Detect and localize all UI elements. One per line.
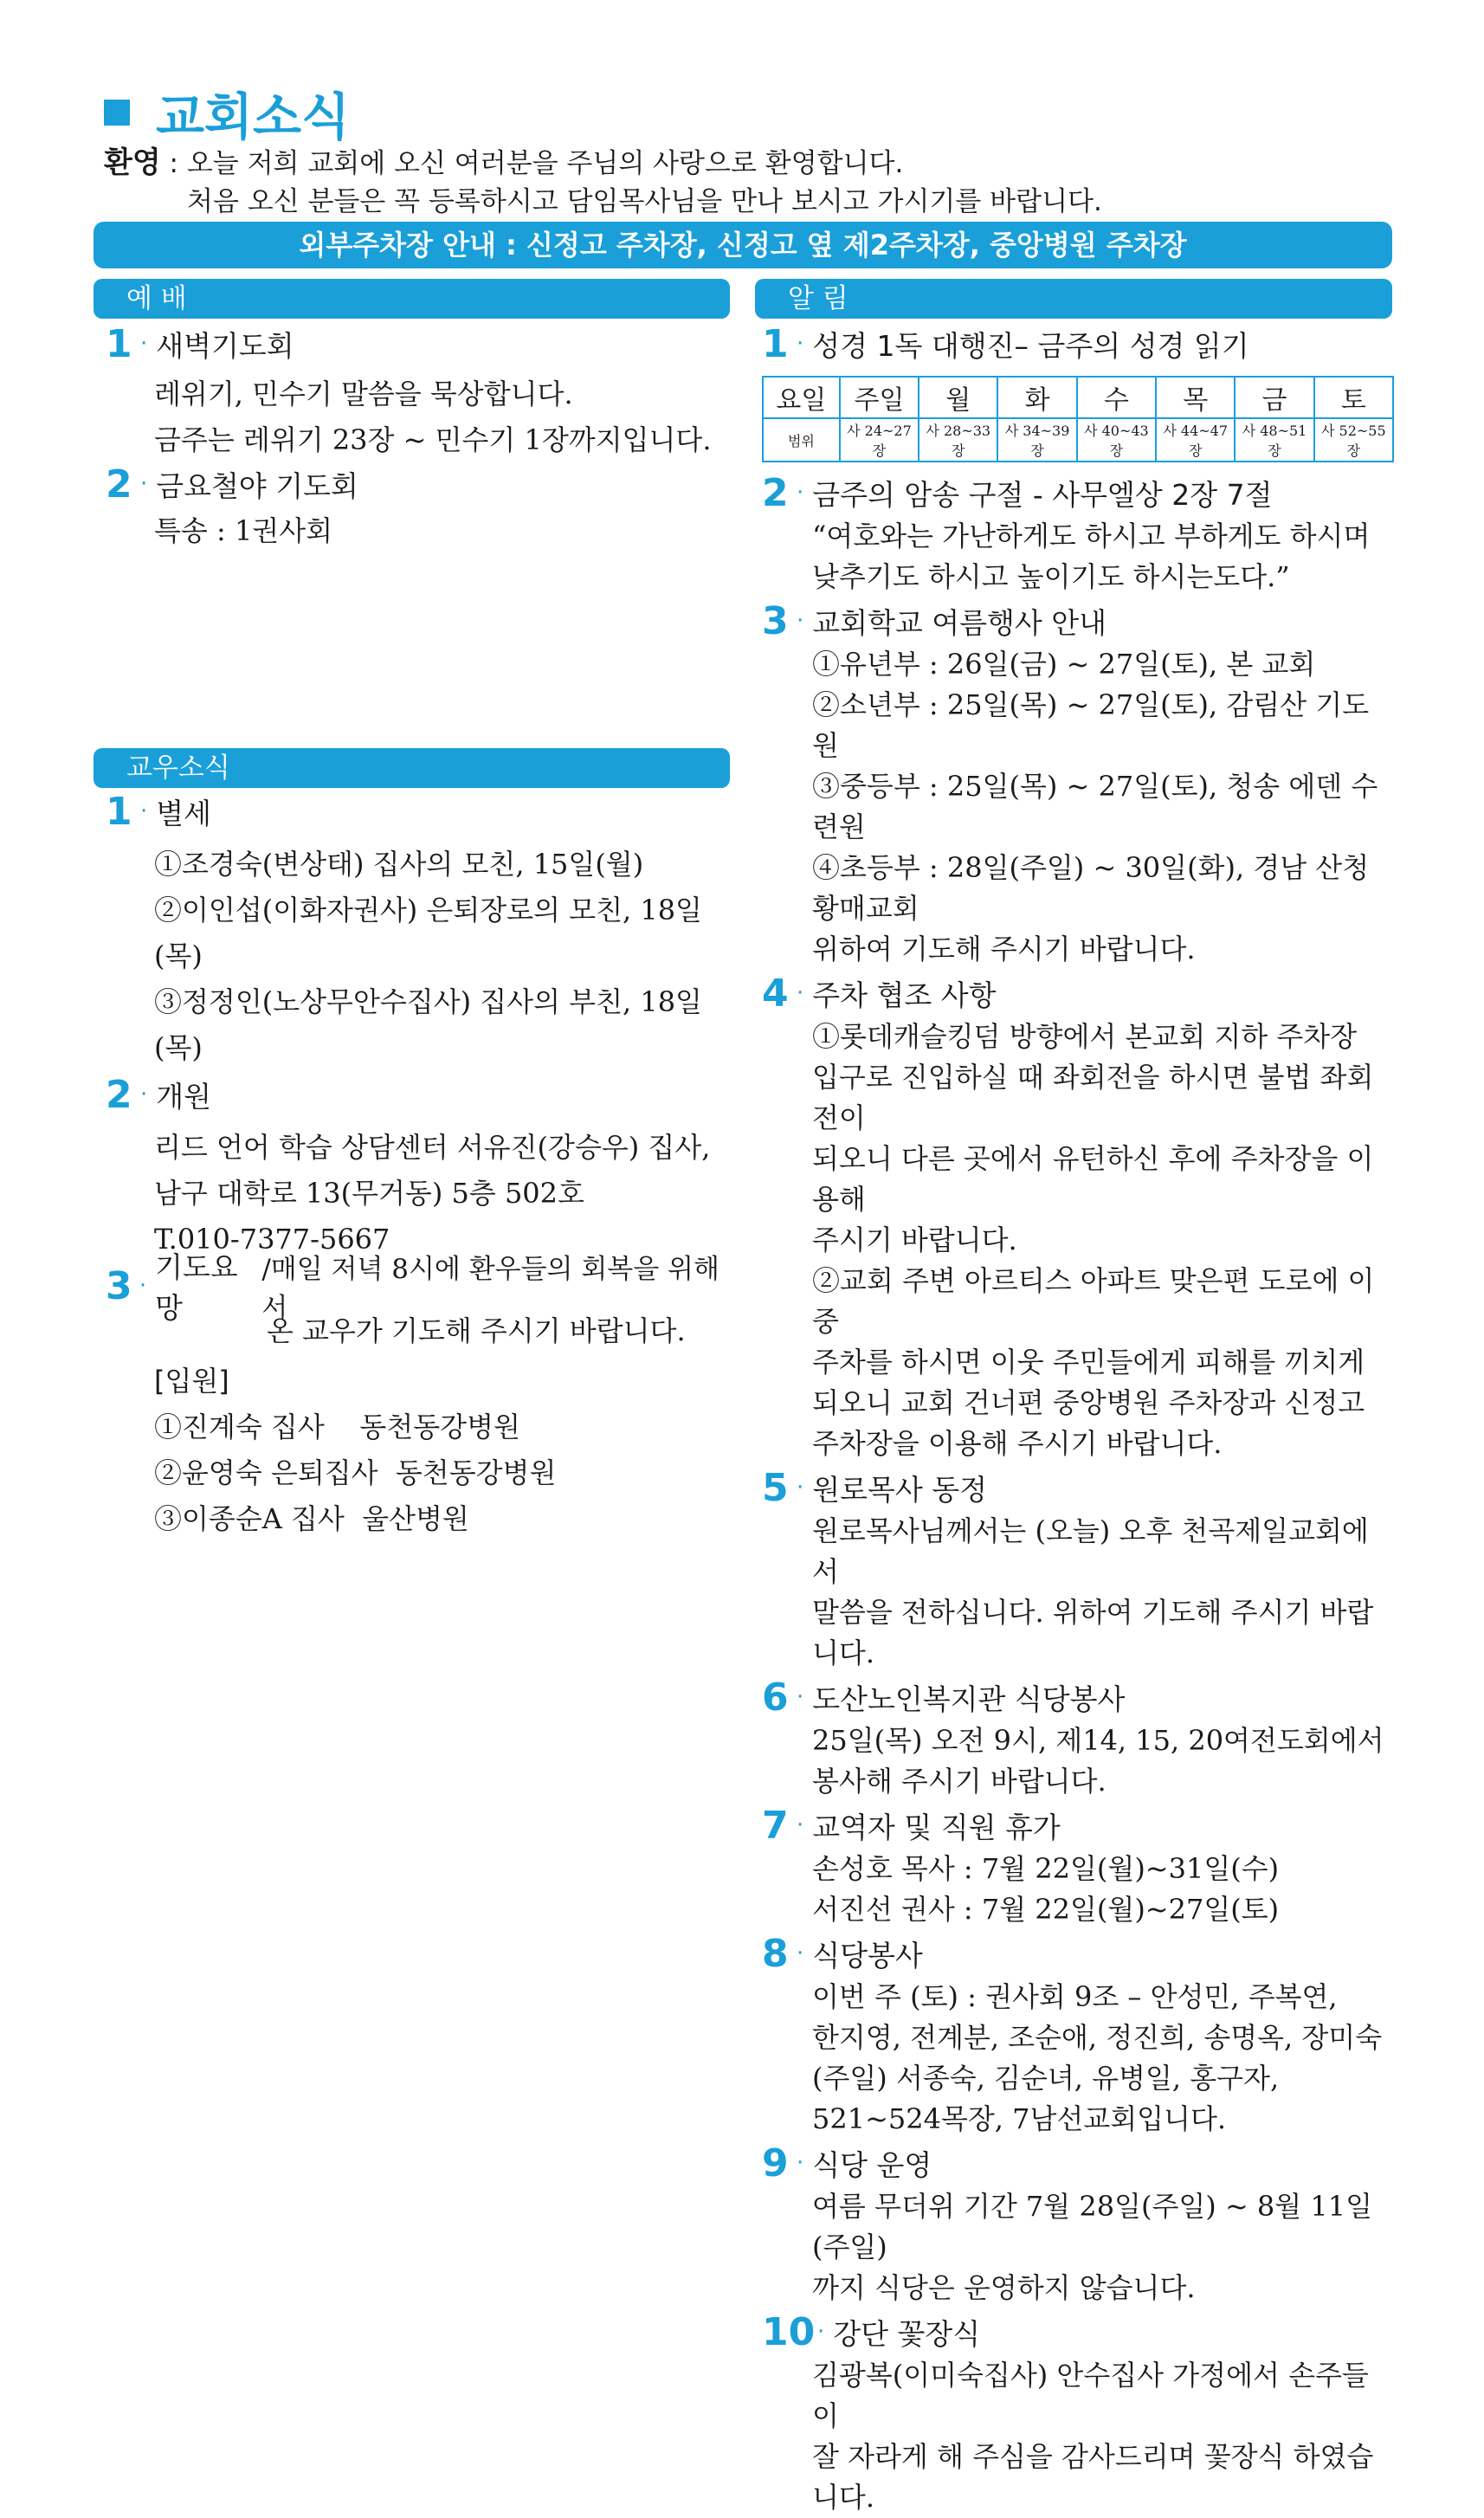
welcome-line-2: 처음 오신 분들은 꼭 등록하시고 담임목사님을 만나 보시고 가시기를 바랍니다. [187, 186, 1102, 217]
text-line: 한지영, 전계분, 조순애, 정진희, 송명옥, 장미숙 [812, 2021, 1383, 2054]
item-title: 금주의 암송 구절 - 사무엘상 2장 7절 [812, 477, 1273, 512]
page-title-text: 교회소식 [156, 87, 351, 146]
worship-item-2-heading [106, 461, 729, 507]
worship-item-2-body [106, 511, 729, 552]
bullet-dot-icon: · [797, 980, 804, 1006]
bullet-dot-icon: · [797, 1475, 804, 1501]
notice-item-heading [762, 1464, 1394, 1511]
text-line: ③정정인(노상무안수집사) 집사의 부친, 18일(목) [154, 985, 702, 1064]
item-number: 9 [762, 2140, 789, 2185]
range-cell: 사 34~39장 [997, 418, 1076, 462]
item-title: 금요철야 기도회 [156, 468, 358, 503]
bible-reading-schedule [762, 376, 1394, 462]
item-number: 10 [762, 2309, 816, 2354]
text-line: 말씀을 전하십니다. 위하여 기도해 주시기 바랍니다. [812, 1596, 1374, 1669]
item-title: 도산노인복지관 식당봉사 [812, 1682, 1126, 1716]
text-line: ③이종순A 집사 울산병원 [154, 1502, 469, 1535]
item-number: 2 [106, 1072, 132, 1117]
notice-item-heading [762, 597, 1394, 644]
text-line: 특송 : 1권사회 [154, 514, 333, 547]
item-number: 8 [762, 1931, 789, 1976]
item-number: 1 [762, 321, 789, 366]
text-line: 레위기, 민수기 말씀을 묵상합니다. [154, 378, 573, 410]
item-title: 기도요망 [155, 1250, 238, 1325]
members-header: 교우소식 [94, 748, 730, 788]
members-item-2-body [106, 1125, 729, 1262]
notices-section [762, 320, 1394, 2518]
item-title: 주차 협조 사항 [812, 978, 997, 1012]
bullet-dot-icon: · [140, 471, 148, 497]
bullet-dot-icon: · [797, 331, 804, 357]
hospital-sub-label: [입원] [154, 1365, 229, 1398]
notice-item-heading [762, 2140, 1394, 2186]
welcome-label: 환영 [104, 145, 161, 180]
item-number: 5 [762, 1465, 789, 1510]
bullet-dot-icon: · [797, 480, 804, 506]
notice-item-heading [762, 970, 1394, 1017]
text-line: ①유년부 : 26일(금) ~ 27일(토), 본 교회 [812, 648, 1316, 681]
day-cell: 화 [997, 377, 1076, 418]
notice-item-body [762, 644, 1394, 970]
text-line: 이번 주 (토) : 권사회 9조 – 안성민, 주복연, [812, 1980, 1338, 2013]
notice-item-heading [762, 1802, 1394, 1849]
item-number: 7 [762, 1803, 789, 1848]
bullet-dot-icon: · [139, 1273, 147, 1299]
item-title: 새벽기도회 [156, 328, 294, 363]
page-title [104, 76, 350, 149]
item-number: 6 [762, 1675, 789, 1720]
members-item-1-body [106, 842, 729, 1071]
text-line: 까지 식당은 운영하지 않습니다. [812, 2271, 1196, 2304]
text-line: ②교회 주변 아르티스 아파트 맞은편 도로에 이중 [812, 1264, 1375, 1338]
text-line: ②윤영숙 은퇴집사 동천동강병원 [154, 1456, 557, 1489]
day-cell: 목 [1156, 377, 1235, 418]
range-cell: 사 52~55장 [1314, 418, 1393, 462]
text-line: 손성호 목사 : 7월 22일(월)~31일(수) [812, 1852, 1280, 1885]
worship-header: 예 배 [94, 279, 730, 319]
text-line: ③중등부 : 25일(목) ~ 27일(토), 청송 에덴 수련원 [812, 770, 1378, 843]
text-line: ①롯데캐슬킹덤 방향에서 본교회 지하 주차장 [812, 1020, 1358, 1053]
text-line: T.010-7377-5667 [154, 1223, 390, 1256]
notice-item-body [762, 2355, 1394, 2518]
worship-item-1-heading [106, 320, 729, 367]
item-title: 식당 운영 [812, 2147, 932, 2182]
prayer-continuation: 온 교우가 기도해 주시기 바랍니다. [267, 1314, 686, 1347]
text-line: (주일) 서종숙, 김순녀, 유병일, 홍구자, [812, 2062, 1280, 2095]
day-cell: 금 [1235, 377, 1313, 418]
item-title: 별세 [156, 796, 212, 830]
day-label-cell: 요일 [763, 377, 840, 418]
bullet-dot-icon: · [797, 608, 804, 634]
item-title-suffix: /매일 저녁 8시에 환우들의 회복을 위해서 [261, 1254, 719, 1324]
range-cell: 사 40~43장 [1077, 418, 1156, 462]
text-line: 되오니 교회 건너편 중앙병원 주차장과 신정고 [812, 1386, 1365, 1419]
item-title: 원로목사 동정 [812, 1472, 988, 1507]
text-line: ①진계숙 집사 동천동강병원 [154, 1411, 520, 1443]
text-line: 낮추기도 하시고 높이기도 하시는도다.” [812, 560, 1290, 593]
notice-item-heading [762, 1674, 1394, 1721]
day-cell: 주일 [840, 377, 919, 418]
text-line: 봉사해 주시기 바랍니다. [812, 1765, 1107, 1798]
item-title: 식당봉사 [812, 1938, 923, 1972]
notice-item-body [762, 1721, 1394, 1802]
item-title: 성경 1독 대행진 [812, 328, 1015, 363]
day-cell: 수 [1077, 377, 1156, 418]
schedule-days-row [763, 377, 1393, 418]
item-title: 교회학교 여름행사 안내 [812, 605, 1107, 640]
text-line: 서진선 권사 : 7월 22일(월)~27일(토) [812, 1893, 1280, 1926]
text-line: 주차를 하시면 이웃 주민들에게 피해를 끼치게 [812, 1346, 1365, 1378]
item-title: 강단 꽃장식 [833, 2316, 981, 2351]
notice-item-heading [762, 1930, 1394, 1977]
day-cell: 토 [1314, 377, 1393, 418]
members-item-2-heading [106, 1071, 729, 1118]
notice-item-body [762, 1017, 1394, 1464]
text-line: 잘 자라게 해 주심을 감사드리며 꽃장식 하였습니다. [812, 2440, 1374, 2514]
text-line: 남구 대학로 13(무거동) 5층 502호 [154, 1177, 584, 1210]
bullet-dot-icon: · [797, 1940, 804, 1966]
worship-item-1-body [106, 374, 729, 461]
notice-item-body [762, 2186, 1394, 2308]
notice-item-body [762, 516, 1394, 597]
item-title: 개원 [156, 1079, 212, 1114]
bullet-dot-icon: · [140, 1081, 148, 1107]
text-line: 25일(목) 오전 9시, 제14, 15, 20여전도회에서 [812, 1724, 1384, 1757]
bullet-dot-icon: · [140, 798, 148, 824]
bullet-dot-icon: · [817, 2319, 825, 2345]
text-line: 여름 무더위 기간 7월 28일(주일) ~ 8월 11일(주일) [812, 2190, 1372, 2263]
range-cell: 사 24~27장 [840, 418, 919, 462]
text-line: ①조경숙(변상태) 집사의 모친, 15일(월) [154, 848, 644, 881]
text-line: ②이인섭(이화자권사) 은퇴장로의 모친, 18일(목) [154, 894, 702, 972]
text-line: 김광복(이미숙집사) 안수집사 가정에서 손주들이 [812, 2359, 1369, 2432]
notice-item-heading [762, 2308, 1394, 2355]
bullet-dot-icon: · [797, 2150, 804, 2176]
item-number: 4 [762, 971, 789, 1016]
item-number: 3 [762, 598, 789, 643]
members-item-3-heading [106, 1250, 729, 1325]
notices-item-1-heading [762, 320, 1394, 367]
text-line: ④초등부 : 28일(주일) ~ 30일(화), 경남 산청 황매교회 [812, 851, 1370, 925]
schedule-ranges-row [763, 418, 1393, 462]
notice-item-heading [762, 469, 1394, 516]
notice-item-body [762, 1977, 1394, 2140]
text-line: ②소년부 : 25일(목) ~ 27일(토), 감림산 기도원 [812, 688, 1370, 762]
range-cell: 사 28~33장 [919, 418, 997, 462]
text-line: 리드 언어 학습 상담센터 서유진(강승우) 집사, [154, 1131, 711, 1164]
text-line: 입구로 진입하실 때 좌회전을 하시면 불법 좌회전이 [812, 1061, 1374, 1134]
notices-header: 알 림 [755, 279, 1392, 319]
item-number: 2 [106, 462, 132, 507]
text-line: 주시기 바랍니다. [812, 1223, 1017, 1256]
text-line: 원로목사님께서는 (오늘) 오후 천곡제일교회에서 [812, 1514, 1369, 1588]
text-line: 금주는 레위기 23장 ~ 민수기 1장까지입니다. [154, 423, 712, 456]
notice-items [762, 469, 1394, 2518]
item-number: 1 [106, 321, 132, 366]
notice-item-body [762, 1849, 1394, 1930]
text-line: 521~524목장, 7남선교회입니다. [812, 2102, 1227, 2135]
item-number: 2 [762, 470, 789, 515]
item-subtitle: – 금주의 성경 읽기 [1014, 328, 1249, 363]
day-cell: 월 [919, 377, 997, 418]
item-title: 교역자 및 직원 휴가 [812, 1810, 1061, 1844]
parking-banner: 외부주차장 안내 : 신정고 주차장, 신정고 옆 제2주차장, 중앙병원 주차장 [94, 222, 1392, 268]
worship-section [106, 320, 729, 552]
members-item-1-heading [106, 788, 729, 835]
item-number: 3 [106, 1263, 132, 1308]
range-cell: 사 44~47장 [1156, 418, 1235, 462]
welcome-text-1: : 오늘 저희 교회에 오신 여러분을 주님의 사랑으로 환영합니다. [160, 148, 904, 179]
text-line: 주차장을 이용해 주시기 바랍니다. [812, 1427, 1223, 1460]
bullet-dot-icon: · [140, 331, 148, 357]
range-label-cell: 범위 [763, 418, 840, 462]
item-number: 1 [106, 789, 132, 834]
members-item-3-body [106, 1359, 729, 1542]
notice-item-body [762, 1511, 1394, 1674]
welcome-line-1 [104, 144, 1102, 183]
bullet-dot-icon: · [797, 1684, 804, 1710]
text-line: 위하여 기도해 주시기 바랍니다. [812, 933, 1196, 965]
square-bullet-icon [104, 100, 130, 126]
text-line: “여호와는 가난하게도 하시고 부하게도 하시며 [812, 520, 1371, 552]
members-section [106, 788, 729, 1542]
text-line: 되오니 다른 곳에서 유턴하신 후에 주차장을 이용해 [812, 1142, 1374, 1216]
range-cell: 사 48~51장 [1235, 418, 1313, 462]
welcome-message [104, 144, 1102, 221]
bullet-dot-icon: · [797, 1812, 804, 1838]
